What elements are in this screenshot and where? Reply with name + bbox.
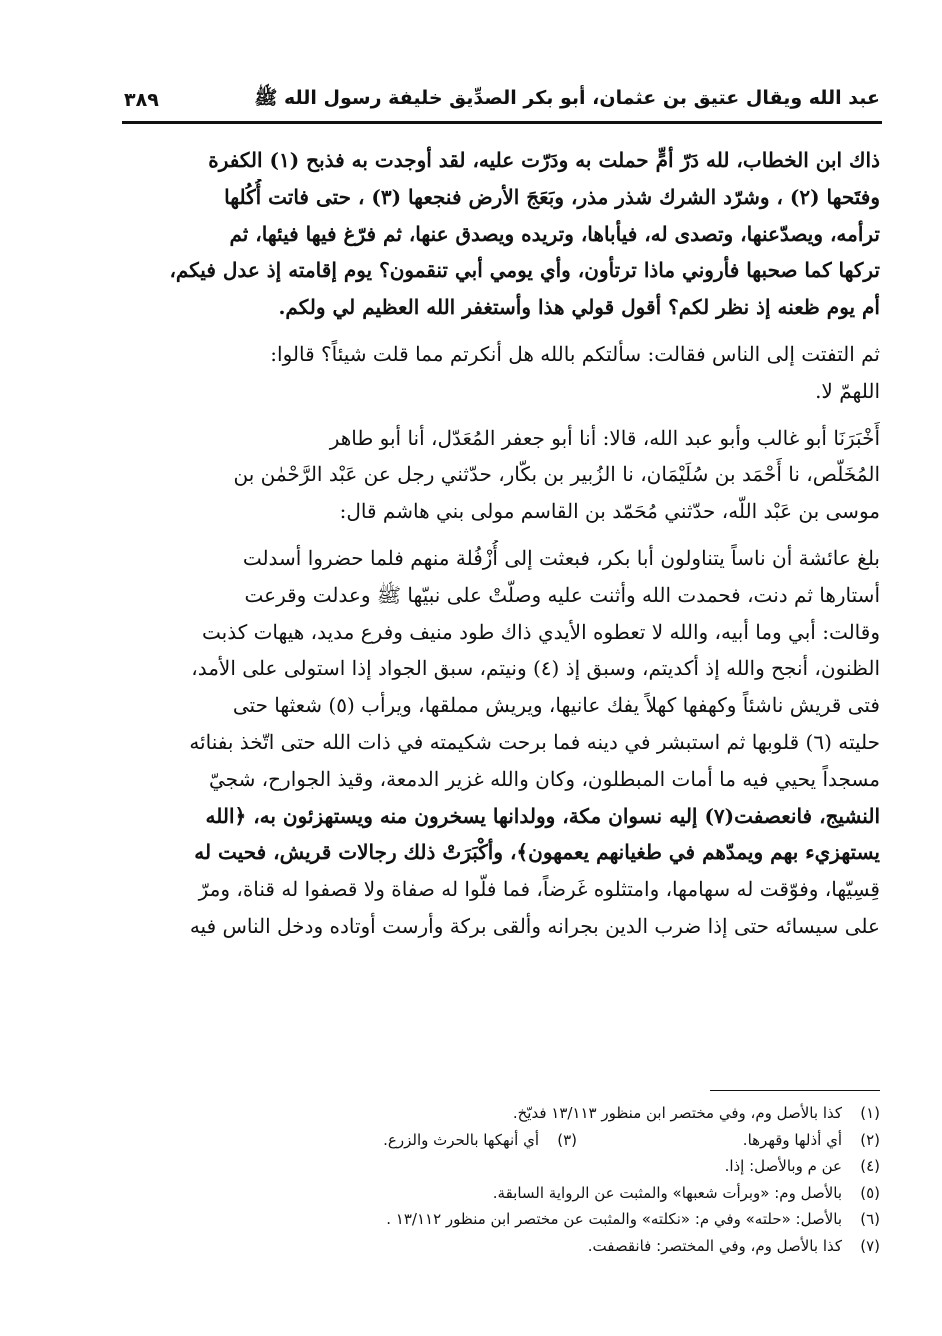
text-line: ترأمه، ويصدّعنها، وتصدى له، فيأباها، وتريده ويصدق عنها، ثم فرّغ فيها فيئها، ثم bbox=[229, 221, 880, 246]
text-line: اللهمّ لا. bbox=[815, 378, 880, 403]
footnote-item bbox=[122, 1127, 880, 1154]
paragraph-gap bbox=[122, 326, 880, 336]
text-line: وقالت: أبي وما أبيه، والله لا تعطوه الأيدي ذاك طود منيف وفرع مديد، هيهات كذبت bbox=[201, 619, 880, 644]
footnote-text: أي أذلها وقهرها. bbox=[742, 1130, 842, 1149]
footnote-number: (٣) bbox=[557, 1130, 577, 1149]
paragraph-gap bbox=[122, 530, 880, 540]
footnote-number: (٤) bbox=[860, 1157, 880, 1176]
text-line: فتى قريش ناشئاً وكهفها كهلاً يفك عانيها، ويريش مملقها، ويرأب (٥) شعثها حتى bbox=[232, 693, 880, 718]
footnote-item bbox=[122, 1153, 880, 1180]
footnote-item bbox=[122, 1180, 880, 1207]
text-line: حليته (٦) قلوبها ثم استبشر في دينه فما برحت شكيمته في ذات الله حتى اتّخذ بفنائه bbox=[189, 729, 880, 754]
text-line: على سيسائه حتى إذا ضرب الدين بجرانه وألقى بركة وأرست أوتاده ودخل الناس فيه bbox=[189, 913, 880, 938]
text-line: ثم التفتت إلى الناس فقالت: سألتكم بالله هل أنكرتم مما قلت شيئاً؟ قالوا: bbox=[270, 341, 880, 366]
paragraph-2 bbox=[122, 336, 880, 410]
running-header-title: عبد الله ويقال عتيق بن عثمان، أبو بكر الصدِّيق خليفة رسول الله ﷺ bbox=[254, 87, 880, 109]
paragraph-3 bbox=[122, 420, 880, 530]
page-number: ٣٨٩ bbox=[124, 89, 159, 111]
text-line: وفتَحها (٢) ، وشرّد الشرك شذر مذر، وبَعَجَ الأرض فنجعها (٣) ، حتى فاتت أُكُلها bbox=[224, 184, 880, 209]
footnote-number: (١) bbox=[860, 1104, 880, 1122]
text-line: أستارها ثم دنت، فحمدت الله وأثنت عليه وصلّتْ على نبيّها ﷺ وعدلت وقرعت bbox=[244, 582, 880, 607]
footnote-item bbox=[122, 1100, 880, 1127]
footnote-text: بالأصل وم: «وبرأت شعبها» والمثبت عن الرواية السابقة. bbox=[492, 1183, 842, 1202]
text-line: ذاك ابن الخطاب، لله دَرّ أمٍّ حملت به ودَرّت عليه، لقد أوجدت به فذبح (١) الكفرة bbox=[208, 148, 880, 172]
text-line: النشيج، فانعصفت(٧) إليه نسوان مكة، وولدانها يسخرون منه ويستهزئون به، ﴿الله bbox=[205, 803, 880, 828]
footnote-number: (٥) bbox=[860, 1183, 880, 1202]
text-line: المُخَلّص، نا أَحْمَد بن سُلَيْمَان، نا الزُبير بن بكّار، حدّثني رجل عن عَبْد الرَّحْمٰن بن bbox=[233, 462, 880, 487]
text-line: الظنون، أنجح والله إذ أكديتم، وسبق إذ (٤) ونيتم، سبق الجواد إذا استولى على الأمد، bbox=[191, 656, 880, 681]
footnote-number: (٦) bbox=[860, 1210, 880, 1229]
paragraph-4 bbox=[122, 540, 880, 945]
text-line: موسى بن عَبْد اللّه، حدّثني مُحَمّد بن القاسم مولى بني هاشم قال: bbox=[339, 499, 880, 524]
footnotes bbox=[122, 1100, 880, 1260]
footnote-number: (٢) bbox=[860, 1130, 880, 1149]
text-line: يستهزيء بهم ويمدّهم في طغيانهم يعمهون﴾، وأكْبَرَتْ ذلك رجالات قريش، فحيت له bbox=[194, 840, 880, 865]
text-line: أم يوم ظعنه إذ نظر لكم؟ أقول قولي هذا وأستغفر الله العظيم لي ولكم. bbox=[278, 295, 880, 320]
text-line: قِسِيّها، وفوّقت له سهامها، وامتثلوه غَرضاً، فما فلّوا له صفاة ولا قصفوا له قناة، ومرّ bbox=[198, 877, 880, 902]
text-line: بلغ عائشة أن ناساً يتناولون أبا بكر، فبعثت إلى أُزْفُلة منهم فلما حضروا أسدلت bbox=[242, 545, 880, 570]
paragraph-gap bbox=[122, 410, 880, 420]
footnote-text: أي أنهكها بالحرث والزرع. bbox=[383, 1130, 539, 1149]
text-line: تركها كما صحبها فأروني ماذا ترتأون، وأي يومي أبي تنقمون؟ يوم إقامته إذ عدل فيكم، bbox=[169, 258, 880, 283]
paragraph-1 bbox=[122, 142, 880, 326]
footnote-text: كذا بالأصل وم، وفي مختصر ابن منظور ١٣/١١٣ فديّخ. bbox=[512, 1104, 842, 1122]
footnote-text: كذا بالأصل وم، وفي المختصر: فانقصفت. bbox=[587, 1236, 842, 1255]
running-header bbox=[124, 82, 880, 118]
text-line: مسجداً يحيي فيه ما أمات المبطلون، وكان والله غزير الدمعة، وقيذ الجوارح، شجيّ bbox=[208, 766, 880, 791]
footnote-item bbox=[122, 1206, 880, 1233]
footnote-rule bbox=[710, 1090, 880, 1091]
footnote-text: بالأصل: «حلته» وفي م: «نكلته» والمثبت عن مختصر ابن منظور ١٣/١١٢ . bbox=[386, 1210, 842, 1229]
main-text bbox=[122, 142, 880, 945]
footnote-item bbox=[122, 1233, 880, 1260]
footnote-number: (٧) bbox=[860, 1236, 880, 1255]
header-rule bbox=[122, 121, 882, 124]
text-line: أَخْبَرَنَا أبو غالب وأبو عبد الله، قالا: أنا أبو جعفر المُعَدّل، أنا أبو طاهر bbox=[329, 425, 880, 450]
footnote-text: عن م وبالأصل: إذا. bbox=[724, 1157, 842, 1176]
